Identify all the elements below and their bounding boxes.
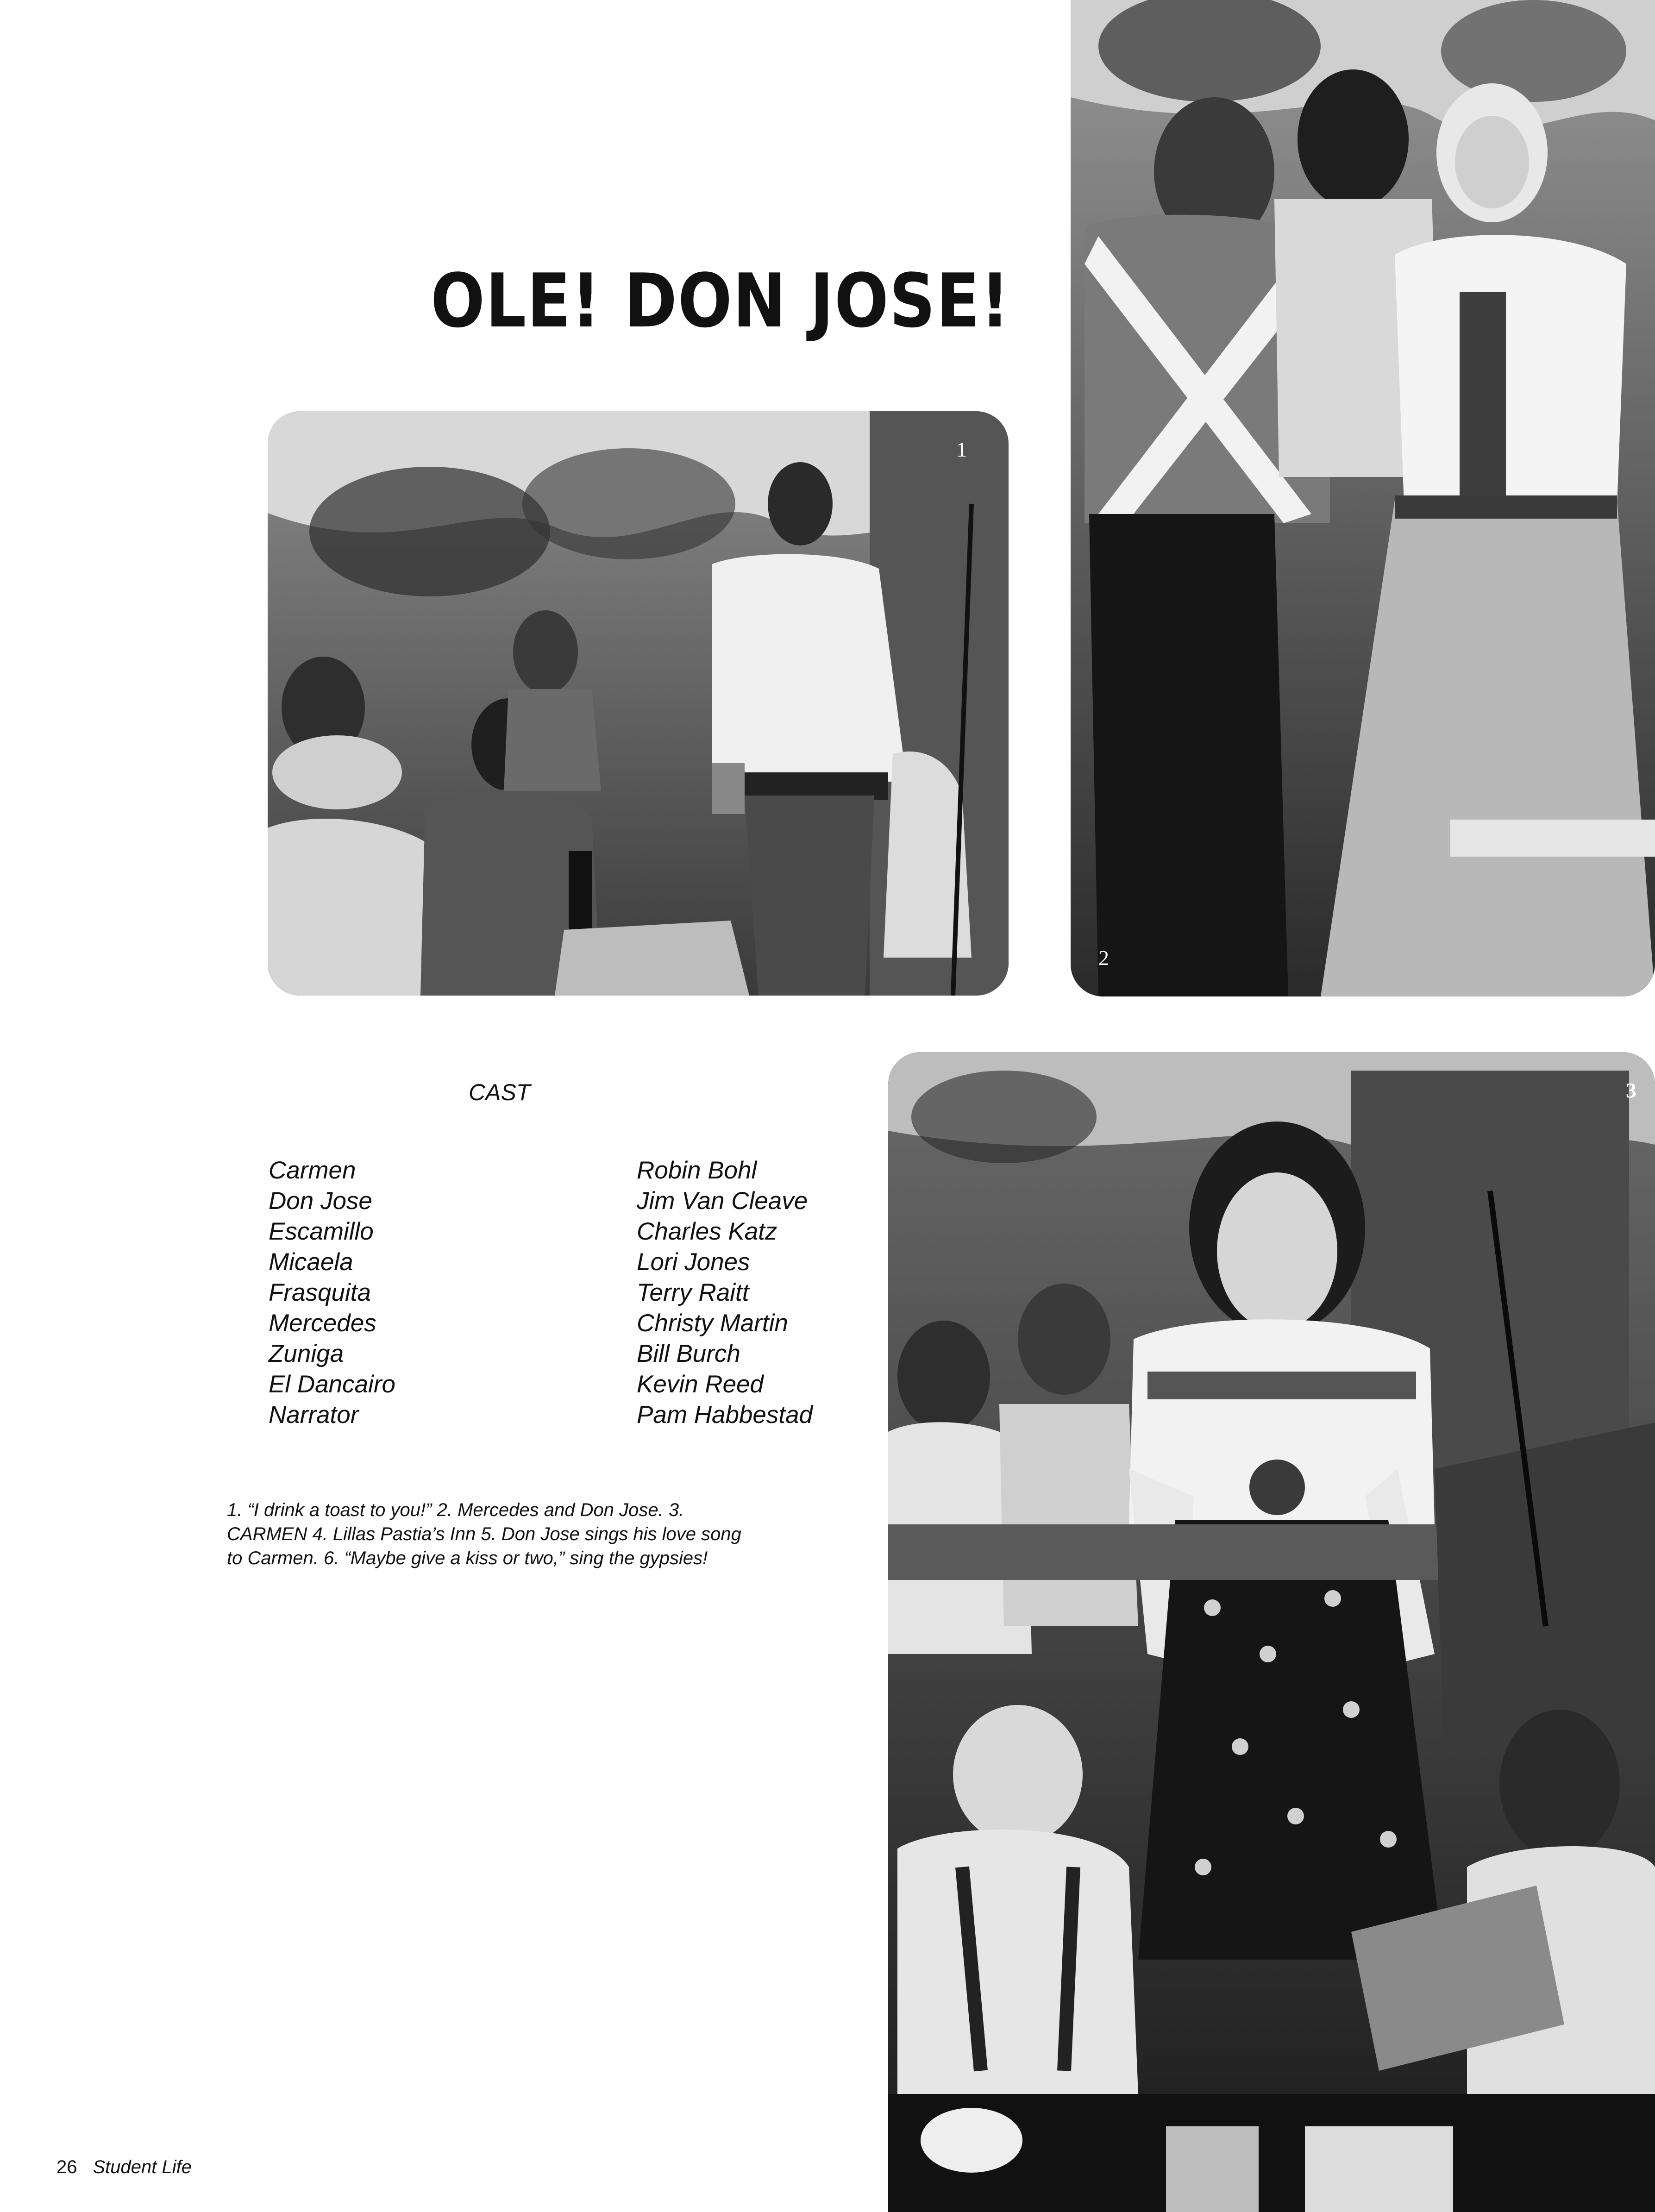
page-number: 26 — [56, 2157, 77, 2177]
cast-row — [269, 1308, 871, 1339]
photo-number: 3 — [1626, 1078, 1636, 1102]
caption-line: CARMEN 4. Lillas Pastia’s Inn 5. Don Jose sings his love song — [227, 1524, 741, 1544]
cast-actor: Jim Van Cleave — [637, 1187, 808, 1215]
cast-row — [269, 1369, 871, 1400]
cast-role: Zuniga — [269, 1340, 344, 1367]
cast-actor: Christy Martin — [637, 1310, 788, 1337]
cast-role: Micaela — [269, 1248, 353, 1276]
photo-mercedes-don-jose-image — [1071, 0, 1655, 996]
photo-carmen — [888, 1052, 1655, 2212]
cast-actor: Lori Jones — [637, 1248, 750, 1276]
cast-role: El Dancairo — [269, 1371, 395, 1398]
cast-actor: Pam Habbestad — [637, 1401, 813, 1429]
cast-actor: Bill Burch — [637, 1340, 740, 1367]
cast-row — [269, 1339, 871, 1369]
page-footer — [56, 2157, 192, 2178]
cast-role: Don Jose — [269, 1187, 372, 1215]
cast-row — [269, 1216, 871, 1247]
cast-role: Frasquita — [269, 1279, 371, 1306]
cast-role: Escamillo — [269, 1218, 374, 1245]
cast-heading: CAST — [469, 1079, 531, 1105]
cast-row — [269, 1400, 871, 1430]
cast-actor: Terry Raitt — [637, 1279, 749, 1306]
cast-actor: Kevin Reed — [637, 1371, 764, 1398]
photo-toast-scene — [268, 411, 1009, 996]
photo-mercedes-don-jose — [1071, 0, 1655, 996]
photo-number: 1 — [956, 438, 967, 461]
page-title: OLE! DON JOSE! — [431, 257, 1010, 344]
cast-row — [269, 1155, 871, 1186]
cast-role: Mercedes — [269, 1310, 376, 1337]
caption-line: 1. “I drink a toast to you!” 2. Mercedes and Don Jose. 3. — [227, 1500, 684, 1520]
cast-actor: Charles Katz — [637, 1218, 777, 1245]
section-name: Student Life — [93, 2157, 192, 2177]
cast-actor: Robin Bohl — [637, 1157, 757, 1184]
photo-toast-scene-image — [268, 411, 1009, 996]
cast-row — [269, 1278, 871, 1308]
cast-row — [269, 1186, 871, 1216]
cast-role: Narrator — [269, 1401, 359, 1429]
caption-line: to Carmen. 6. “Maybe give a kiss or two,” sing the gypsies! — [227, 1548, 708, 1568]
photo-number: 2 — [1098, 946, 1109, 970]
cast-role: Carmen — [269, 1157, 356, 1184]
photo-captions — [227, 1498, 852, 1570]
cast-list — [269, 1155, 871, 1430]
cast-row — [269, 1247, 871, 1278]
photo-carmen-image — [888, 1052, 1655, 2212]
